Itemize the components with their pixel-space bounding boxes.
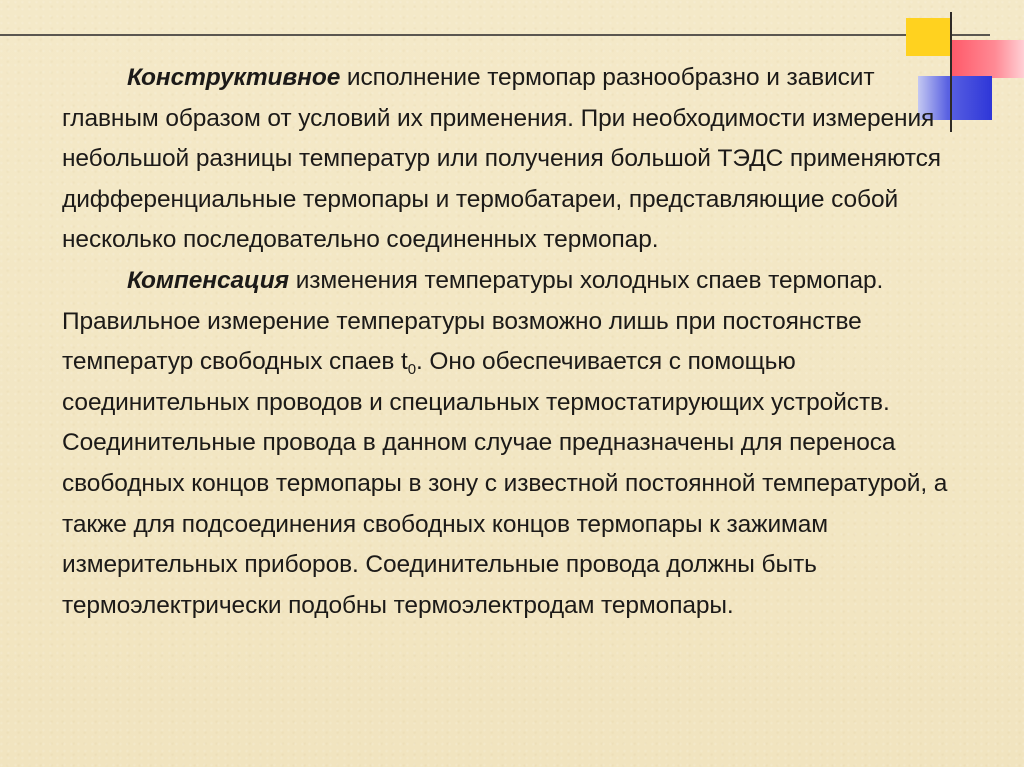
slide-body-text xyxy=(62,58,967,626)
decorative-yellow-square xyxy=(906,18,950,56)
paragraph-compensation xyxy=(62,261,967,626)
paragraph-construction xyxy=(62,58,967,261)
paragraph-construction-text: исполнение термопар разнообразно и зависит главным образом от условий их применения. При необходимости измерения небольшой разницы температур или получения большой ТЭДС применяются дифференциальные термопары и термобатареи, представляющие собой несколько последовательно соединенных термопар. xyxy=(62,64,941,254)
paragraph-compensation-text-after: . Оно обеспечивается с помощью соединительных проводов и специальных термостатирующих устройств. Соединительные провода в данном случае предназначены для переноса свободных концов термопары в зону с известной постоянной температурой, а также для подсоединения свободных концов термопары к зажимам измерительных приборов. Соединительные провода должны быть термоэлектрически подобны термоэлектродам термопары. xyxy=(62,348,948,619)
term-compensation: Компенсация xyxy=(127,266,289,294)
term-construction: Конструктивное xyxy=(127,64,341,91)
paragraph-compensation-text-before: изменения температуры холодных спаев термопар. Правильное измерение температуры возможно лишь при постоянстве температур свободных спаев xyxy=(62,266,884,376)
symbol-t: t xyxy=(401,348,408,376)
decorative-horizontal-line xyxy=(0,34,990,36)
symbol-t0 xyxy=(401,348,417,379)
symbol-t-subscript: 0 xyxy=(407,361,417,379)
